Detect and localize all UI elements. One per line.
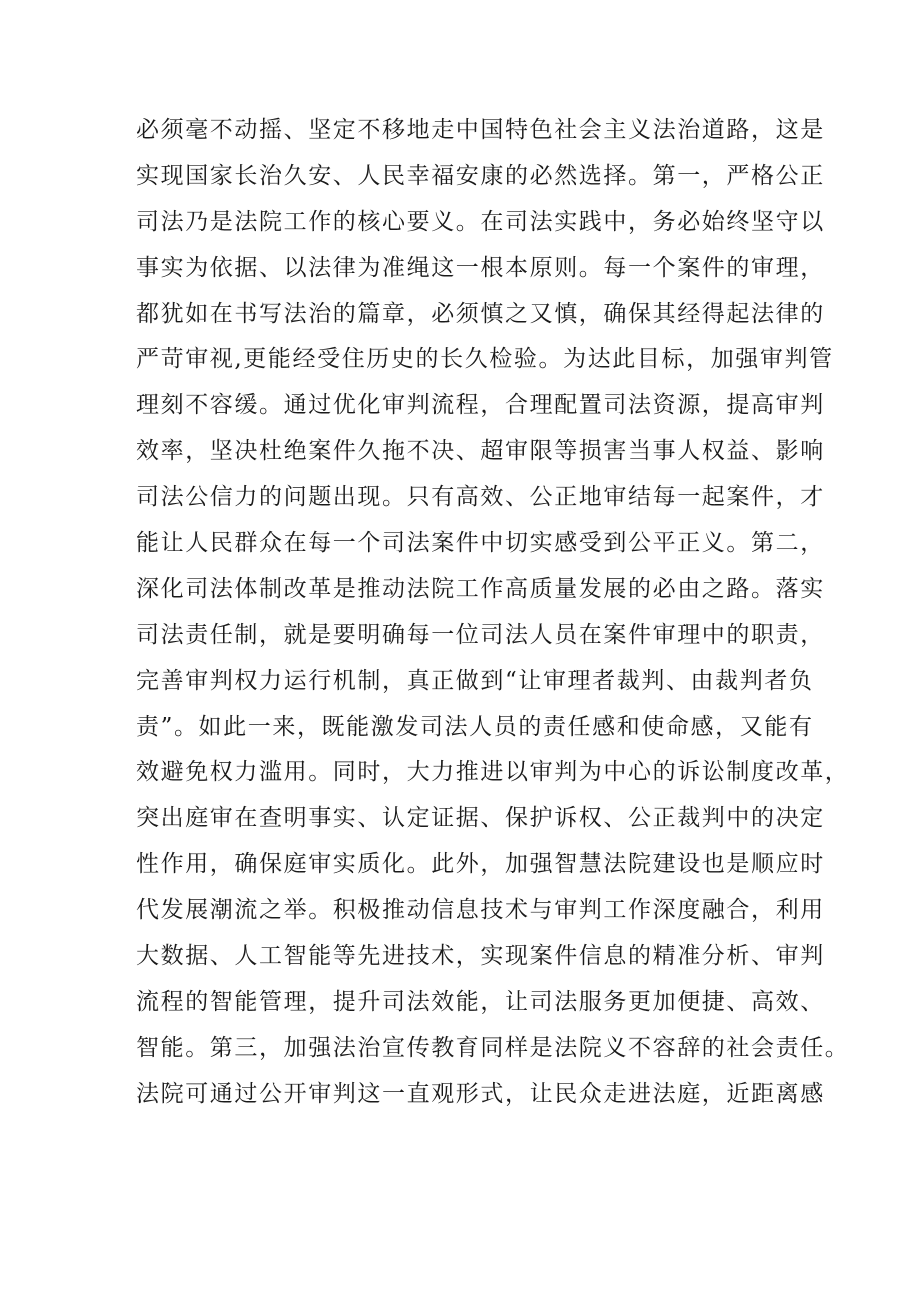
text-line: 突出庭审在查明事实、认定证据、保护诉权、公正裁判中的决定	[136, 805, 825, 832]
text-line: 司法公信力的问题出现。只有高效、公正地审结每一起案件，才	[136, 484, 825, 511]
text-line: 智能。第三，加强法治宣传教育同样是法院义不容辞的社会责任。	[136, 1034, 850, 1061]
text-line: 事实为依据、以法律为准绳这一根本原则。每一个案件的审理，	[136, 254, 825, 281]
text-line: 性作用，确保庭审实质化。此外，加强智慧法院建设也是顺应时	[136, 851, 825, 878]
text-line: 严苛审视,更能经受住历史的长久检验。为达此目标，加强审判管	[136, 346, 834, 373]
text-line: 能让人民群众在每一个司法案件中切实感受到公平正义。第二，	[136, 530, 825, 557]
body-paragraph	[136, 108, 850, 1118]
text-line: 法院可通过公开审判这一直观形式，让民众走进法庭，近距离感	[136, 1080, 825, 1107]
text-line: 效避免权力滥用。同时，大力推进以审判为中心的诉讼制度改革，	[136, 759, 850, 786]
text-line: 流程的智能管理，提升司法效能，让司法服务更加便捷、高效、	[136, 988, 825, 1015]
text-line: 实现国家长治久安、人民幸福安康的必然选择。第一，严格公正	[136, 162, 825, 189]
text-line: 理刻不容缓。通过优化审判流程，合理配置司法资源，提高审判	[136, 392, 825, 419]
text-line: 责”。如此一来，既能激发司法人员的责任感和使命感，又能有	[136, 713, 814, 740]
text-line: 深化司法体制改革是推动法院工作高质量发展的必由之路。落实	[136, 575, 825, 602]
text-line: 都犹如在书写法治的篇章，必须慎之又慎，确保其经得起法律的	[136, 300, 825, 327]
text-line: 必须毫不动摇、坚定不移地走中国特色社会主义法治道路，这是	[136, 117, 825, 143]
text-line: 完善审判权力运行机制，真正做到“让审理者裁判、由裁判者负	[136, 667, 814, 694]
text-line: 效率，坚决杜绝案件久拖不决、超审限等损害当事人权益、影响	[136, 438, 825, 465]
text-line: 大数据、人工智能等先进技术，实现案件信息的精准分析、审判	[136, 943, 825, 970]
text-line: 代发展潮流之举。积极推动信息技术与审判工作深度融合，利用	[136, 897, 825, 924]
text-line: 司法乃是法院工作的核心要义。在司法实践中，务必始终坚守以	[136, 208, 825, 235]
text-line: 司法责任制，就是要明确每一位司法人员在案件审理中的职责，	[136, 621, 825, 648]
